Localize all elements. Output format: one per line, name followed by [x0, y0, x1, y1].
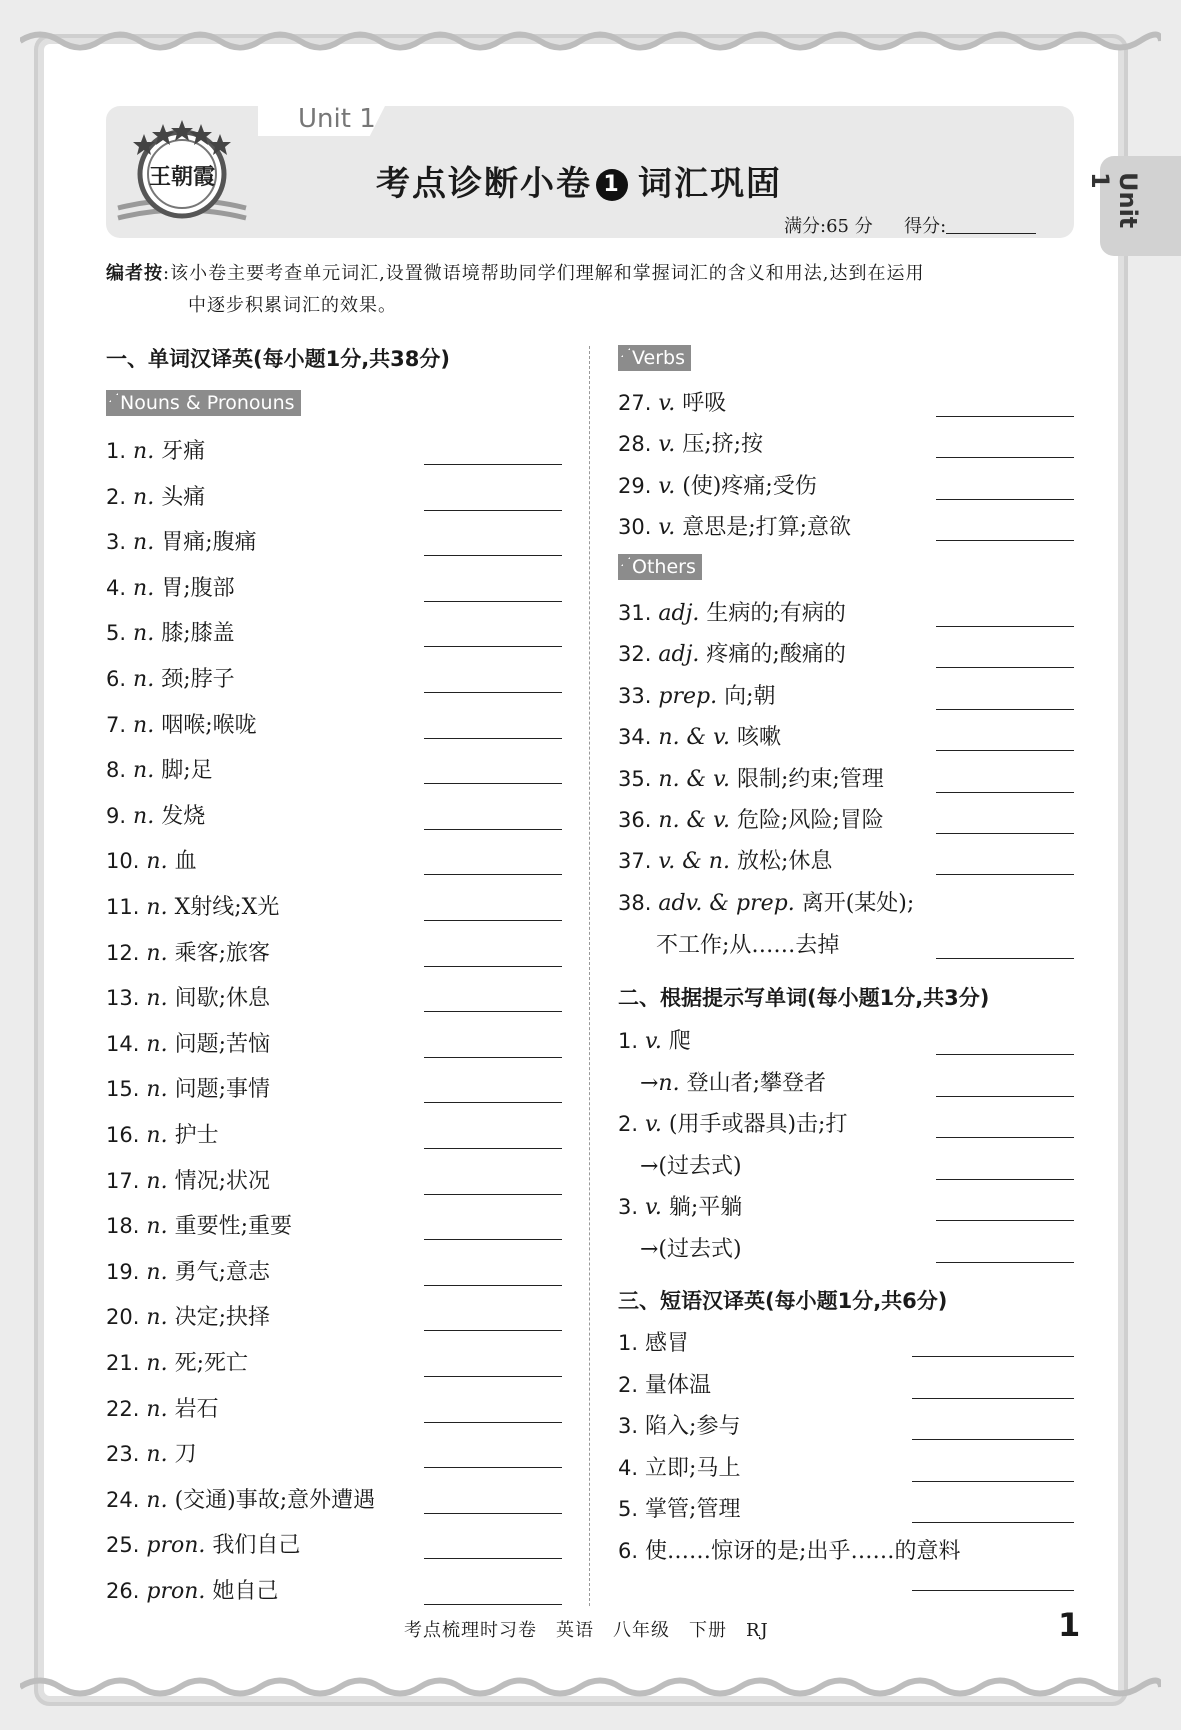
- logo-text: 王朝霞: [148, 164, 216, 190]
- list-item: [640, 1149, 742, 1180]
- item-number: 5.: [618, 1497, 639, 1521]
- answer-blank[interactable]: [424, 1285, 562, 1286]
- list-item: [106, 708, 257, 739]
- list-item: [618, 803, 884, 834]
- answer-blank[interactable]: [424, 1239, 562, 1240]
- title-number-badge: 1: [596, 169, 628, 201]
- item-number: 14.: [106, 1031, 140, 1056]
- part-of-speech: n. & v.: [658, 725, 730, 751]
- chinese-meaning: 咳嗽: [736, 725, 781, 751]
- answer-blank[interactable]: [936, 1054, 1074, 1055]
- list-item: [618, 1368, 711, 1399]
- item-number: 4.: [106, 575, 127, 600]
- part-of-speech: n.: [146, 986, 168, 1012]
- column-divider: [589, 346, 590, 1606]
- answer-blank[interactable]: [936, 833, 1074, 834]
- part-of-speech: n.: [146, 1077, 168, 1103]
- list-item: [106, 753, 213, 784]
- list-item: [106, 1072, 270, 1103]
- chinese-meaning: 死;死亡: [174, 1351, 248, 1376]
- item-number: 7.: [106, 712, 127, 737]
- part-of-speech: n.: [133, 530, 155, 556]
- part-of-speech: pron.: [146, 1579, 206, 1604]
- chinese-meaning: 限制;约束;管理: [736, 766, 884, 792]
- item-number: 3.: [106, 530, 127, 555]
- part-of-speech: n.: [133, 667, 155, 692]
- part-of-speech: prep.: [658, 683, 718, 709]
- chinese-meaning: 血: [174, 849, 197, 875]
- list-item: [618, 886, 914, 917]
- chinese-meaning: 间歇;休息: [174, 986, 270, 1012]
- list-item: [618, 844, 832, 875]
- part-of-speech: n.: [146, 1487, 168, 1513]
- list-item: [618, 427, 763, 458]
- list-item: [106, 890, 279, 921]
- list-item: [106, 981, 270, 1012]
- chinese-meaning: 颈;脖子: [161, 667, 235, 692]
- chinese-meaning: 发烧: [161, 803, 206, 829]
- list-item: [640, 1066, 826, 1097]
- answer-blank[interactable]: [912, 1481, 1074, 1482]
- answer-blank[interactable]: [424, 601, 562, 602]
- chinese-meaning: 决定;抉择: [174, 1305, 270, 1331]
- editor-note-line2: 中逐步积累词汇的效果。: [188, 295, 397, 316]
- answer-blank[interactable]: [424, 1011, 562, 1012]
- list-item: [618, 720, 781, 751]
- chinese-meaning: 呼吸: [682, 391, 727, 416]
- chinese-meaning: 我们自己: [212, 1533, 301, 1559]
- part-of-speech: n.: [133, 575, 155, 601]
- section3-title: 三、短语汉译英(每小题1分,共6分): [618, 1289, 948, 1313]
- item-number: 12.: [106, 940, 140, 965]
- part-of-speech: n.: [146, 1031, 168, 1057]
- part-of-speech: n.: [146, 895, 168, 920]
- item-number: 31.: [618, 601, 652, 625]
- list-item: [106, 1164, 270, 1195]
- answer-blank[interactable]: [424, 1467, 562, 1468]
- item-number: 2.: [618, 1372, 639, 1397]
- title-prefix: 考点诊断小卷: [376, 164, 592, 204]
- title-suffix: 词汇巩固: [638, 164, 782, 204]
- answer-blank[interactable]: [912, 1356, 1074, 1357]
- wavy-border-bottom: [20, 1672, 1161, 1702]
- part-of-speech: n.: [133, 621, 155, 647]
- hint-text: (用手或器具)击;打: [668, 1112, 848, 1137]
- chinese-meaning: 牙痛: [161, 439, 206, 464]
- list-item: [618, 469, 817, 500]
- list-item: [106, 1027, 270, 1058]
- tag-nouns-pronouns: Nouns & Pronouns: [106, 390, 301, 416]
- answer-blank[interactable]: [424, 464, 562, 465]
- hint-text: 爬: [668, 1029, 691, 1054]
- answer-blank[interactable]: [936, 1220, 1074, 1221]
- answer-blank[interactable]: [936, 792, 1074, 793]
- item-number: 20.: [106, 1305, 140, 1330]
- chinese-meaning: (使)疼痛;受伤: [682, 473, 817, 499]
- chinese-meaning: 头痛: [161, 484, 206, 510]
- list-item: [106, 1346, 248, 1377]
- answer-blank[interactable]: [936, 1179, 1074, 1180]
- answer-blank[interactable]: [936, 709, 1074, 710]
- item-number: 2.: [106, 484, 127, 509]
- answer-blank[interactable]: [936, 667, 1074, 668]
- item-number: 36.: [618, 808, 652, 832]
- list-item: [106, 1209, 292, 1240]
- chinese-meaning: 重要性;重要: [174, 1214, 292, 1240]
- chinese-meaning: 膝;膝盖: [161, 621, 235, 647]
- answer-blank[interactable]: [936, 416, 1074, 417]
- item-number: 4.: [618, 1455, 639, 1480]
- list-item: [106, 936, 270, 967]
- answer-blank[interactable]: [424, 920, 562, 921]
- wavy-border-top: [20, 26, 1161, 56]
- chinese-meaning: 咽喉;喉咙: [161, 712, 257, 738]
- part-of-speech: n.: [146, 1214, 168, 1240]
- answer-blank[interactable]: [424, 1330, 562, 1331]
- list-item: [618, 1107, 847, 1138]
- item-number: 2.: [618, 1112, 639, 1136]
- answer-blank[interactable]: [912, 1522, 1074, 1523]
- part-of-speech: v.: [658, 473, 676, 499]
- item-number: 3.: [618, 1195, 639, 1219]
- item-number: 32.: [618, 642, 652, 667]
- editor-note: [106, 258, 1076, 322]
- list-item: [106, 434, 205, 465]
- answer-blank[interactable]: [936, 1137, 1074, 1138]
- phrase-text: 立即;马上: [645, 1455, 741, 1481]
- item-number: 33.: [618, 683, 652, 708]
- hint-text: →(过去式): [640, 1153, 742, 1179]
- phrase-text: 感冒: [645, 1331, 690, 1356]
- chinese-meaning: 岩石: [174, 1396, 219, 1422]
- page-number: 1: [1058, 1606, 1081, 1644]
- answer-blank[interactable]: [936, 499, 1074, 500]
- list-item: [106, 799, 205, 830]
- hint-text: 登山者;攀登者: [686, 1070, 827, 1096]
- item-number: 9.: [106, 803, 127, 828]
- part-of-speech: n. & v.: [658, 766, 730, 792]
- chinese-meaning: (交通)事故;意外遭遇: [174, 1487, 376, 1513]
- list-item: [618, 1326, 689, 1357]
- list-item: [106, 1392, 219, 1423]
- item-number: 21.: [106, 1351, 140, 1375]
- part-of-speech: v.: [658, 514, 676, 540]
- chinese-meaning: 勇气;意志: [174, 1259, 270, 1285]
- chinese-meaning: 向;朝: [724, 683, 776, 709]
- chinese-meaning: 压;挤;按: [682, 432, 764, 458]
- publisher-logo: [112, 112, 252, 232]
- editor-note-line1: :该小卷主要考查单元词汇,设置微语境帮助同学们理解和掌握词汇的含义和用法,达到在运用: [163, 263, 925, 284]
- part-of-speech: v.: [645, 1112, 662, 1137]
- part-of-speech: v.: [645, 1029, 662, 1054]
- list-item: [106, 1255, 270, 1286]
- list-item: [106, 480, 205, 511]
- chinese-meaning: 疼痛的;酸痛的: [706, 642, 846, 668]
- chinese-meaning: 意思是;打算;意欲: [682, 514, 852, 540]
- part-of-speech: n.: [146, 849, 168, 875]
- answer-blank[interactable]: [424, 510, 562, 511]
- tag-others: Others: [618, 554, 702, 580]
- answer-blank[interactable]: [936, 874, 1074, 875]
- list-item: [106, 1118, 219, 1149]
- answer-blank[interactable]: [936, 540, 1074, 541]
- item-number: 24.: [106, 1487, 140, 1512]
- answer-blank[interactable]: [424, 646, 562, 647]
- item-number: 27.: [618, 391, 652, 415]
- list-item: [618, 637, 846, 668]
- list-item: [106, 525, 257, 556]
- answer-blank[interactable]: [424, 874, 562, 875]
- chinese-meaning: 脚;足: [161, 758, 213, 784]
- answer-blank[interactable]: [424, 829, 562, 830]
- item-number: 26.: [106, 1579, 140, 1603]
- list-item: [106, 844, 197, 875]
- answer-blank[interactable]: [424, 1513, 562, 1514]
- part-of-speech: adj.: [658, 642, 700, 668]
- part-of-speech: n.: [133, 484, 155, 510]
- item-number: 13.: [106, 986, 140, 1011]
- item-number: 5.: [106, 621, 127, 646]
- item-number: 37.: [618, 849, 652, 874]
- list-item: [106, 1483, 375, 1514]
- answer-blank[interactable]: [424, 1604, 562, 1605]
- answer-blank[interactable]: [912, 1590, 1074, 1591]
- part-of-speech: n.: [133, 803, 155, 829]
- chinese-meaning: 离开(某处);: [801, 890, 915, 916]
- item-number: 11.: [106, 895, 140, 919]
- answer-blank[interactable]: [936, 1096, 1074, 1097]
- list-item: [106, 1528, 300, 1559]
- item-number: 25.: [106, 1533, 140, 1558]
- hint-text: →(过去式): [640, 1236, 742, 1262]
- answer-blank[interactable]: [424, 692, 562, 693]
- part-of-speech: adj.: [658, 601, 700, 626]
- part-of-speech: n. & v.: [658, 808, 730, 833]
- tag-verbs: Verbs: [618, 345, 691, 371]
- item-number: 22.: [106, 1396, 140, 1421]
- answer-blank[interactable]: [424, 1376, 562, 1377]
- chinese-meaning: X射线;X光: [174, 895, 280, 920]
- list-item: [618, 1409, 740, 1440]
- phrase-text: 使……惊讶的是;出乎……的意料: [645, 1538, 961, 1564]
- list-item: [618, 679, 776, 710]
- part-of-speech: n.: [146, 1259, 168, 1285]
- part-of-speech: →n.: [640, 1070, 680, 1096]
- item-number: 6.: [106, 667, 127, 691]
- item-number: 8.: [106, 758, 127, 783]
- list-item: [640, 1232, 742, 1263]
- part-of-speech: v.: [658, 391, 676, 416]
- item-number: 30.: [618, 514, 652, 539]
- answer-blank[interactable]: [936, 457, 1074, 458]
- list-item: [106, 1574, 278, 1605]
- chinese-meaning: 她自己: [212, 1579, 279, 1604]
- list-item: [618, 596, 846, 627]
- chinese-meaning: 放松;休息: [736, 849, 833, 875]
- part-of-speech: pron.: [146, 1533, 206, 1559]
- item-number: 1.: [618, 1029, 639, 1053]
- side-unit-tab-label: Unit 1: [1086, 172, 1142, 229]
- item-number: 35.: [618, 766, 652, 791]
- item-number: 17.: [106, 1168, 140, 1193]
- editor-note-label: 编者按: [106, 263, 163, 284]
- answer-blank[interactable]: [912, 1439, 1074, 1440]
- list-item: [106, 662, 235, 693]
- chinese-meaning: 护士: [174, 1123, 219, 1148]
- item-number: 6.: [618, 1538, 639, 1563]
- chinese-meaning: 乘客;旅客: [174, 940, 270, 966]
- answer-blank[interactable]: [424, 555, 562, 556]
- item-number: 28.: [618, 432, 652, 457]
- item-number: 3.: [618, 1414, 639, 1438]
- chinese-meaning: 胃痛;腹痛: [161, 530, 257, 556]
- part-of-speech: n.: [133, 712, 155, 738]
- phrase-text: 掌管;管理: [645, 1497, 741, 1522]
- part-of-speech: n.: [146, 1168, 168, 1194]
- full-score: 满分:65 分: [784, 216, 873, 237]
- item-number: 10.: [106, 849, 140, 874]
- item-number: 16.: [106, 1123, 140, 1147]
- part-of-speech: n.: [146, 1351, 168, 1376]
- item-number: 19.: [106, 1259, 140, 1284]
- part-of-speech: n.: [146, 1442, 168, 1468]
- part-of-speech: n.: [133, 758, 155, 784]
- list-item: [618, 386, 726, 417]
- answer-blank[interactable]: [936, 958, 1074, 959]
- list-item: [618, 1024, 691, 1055]
- list-item: [618, 762, 884, 793]
- chinese-meaning: 情况;状况: [174, 1168, 270, 1194]
- list-item: [106, 1300, 270, 1331]
- item-number: 1.: [106, 439, 127, 463]
- part-of-speech: v.: [645, 1195, 662, 1220]
- list-item: [106, 616, 235, 647]
- chinese-meaning: 胃;腹部: [161, 575, 235, 601]
- item-number: 15.: [106, 1077, 140, 1102]
- score-line: [784, 212, 1036, 238]
- list-item: [106, 1437, 197, 1468]
- answer-blank[interactable]: [424, 966, 562, 967]
- part-of-speech: n.: [146, 1396, 168, 1422]
- answer-blank[interactable]: [424, 1422, 562, 1423]
- list-item: [106, 571, 235, 602]
- part-of-speech: adv. & prep.: [658, 890, 795, 916]
- part-of-speech: v.: [658, 432, 676, 458]
- item-number: 38.: [618, 890, 652, 915]
- part-of-speech: n.: [133, 439, 155, 464]
- part-of-speech: n.: [146, 1305, 168, 1331]
- item-number: 18.: [106, 1214, 140, 1239]
- item38-continued: 不工作;从……去掉: [656, 933, 840, 958]
- section1-title: 一、单词汉译英(每小题1分,共38分): [106, 347, 451, 371]
- part-of-speech: n.: [146, 1123, 168, 1148]
- item-number: 29.: [618, 473, 652, 498]
- answer-blank[interactable]: [424, 1194, 562, 1195]
- list-item: [618, 510, 851, 541]
- answer-blank[interactable]: [424, 783, 562, 784]
- item-number: 1.: [618, 1331, 639, 1355]
- phrase-text: 量体温: [645, 1372, 712, 1398]
- item-number: 23.: [106, 1442, 140, 1467]
- item-number: 34.: [618, 725, 652, 750]
- score-blank[interactable]: [946, 219, 1036, 234]
- answer-blank[interactable]: [424, 1057, 562, 1058]
- answer-blank[interactable]: [424, 1148, 562, 1149]
- part-of-speech: n.: [146, 940, 168, 966]
- answer-blank[interactable]: [936, 750, 1074, 751]
- answer-blank[interactable]: [424, 1558, 562, 1559]
- answer-blank[interactable]: [424, 1102, 562, 1103]
- part-of-speech: v. & n.: [658, 849, 730, 875]
- section2-title: 二、根据提示写单词(每小题1分,共3分): [618, 986, 990, 1010]
- list-item: [618, 1492, 740, 1523]
- hint-text: 躺;平躺: [668, 1195, 743, 1220]
- phrase-text: 陷入;参与: [645, 1414, 741, 1439]
- chinese-meaning: 刀: [174, 1442, 197, 1468]
- answer-blank[interactable]: [912, 1398, 1074, 1399]
- chinese-meaning: 问题;苦恼: [174, 1031, 270, 1057]
- list-item: [618, 1451, 740, 1482]
- answer-blank[interactable]: [936, 626, 1074, 627]
- list-item: [618, 1534, 960, 1565]
- chinese-meaning: 生病的;有病的: [706, 601, 846, 626]
- chinese-meaning: 问题;事情: [174, 1077, 270, 1103]
- got-score-label: 得分:: [904, 216, 947, 237]
- answer-blank[interactable]: [424, 738, 562, 739]
- answer-blank[interactable]: [936, 1262, 1074, 1263]
- footer-text: 考点梳理时习卷 英语 八年级 下册 RJ: [404, 1620, 769, 1641]
- chinese-meaning: 危险;风险;冒险: [736, 808, 884, 833]
- list-item: [618, 1190, 742, 1221]
- unit-label: Unit 1: [298, 104, 376, 134]
- page-title: [376, 156, 782, 205]
